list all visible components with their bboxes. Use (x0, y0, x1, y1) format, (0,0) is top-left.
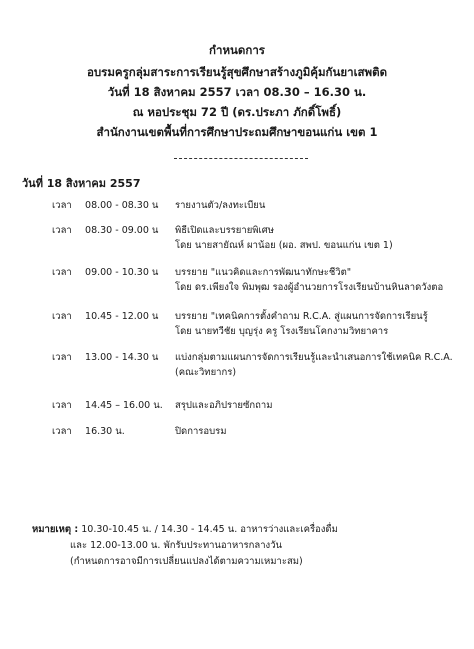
time-range: 08.30 - 09.00 น (85, 225, 159, 236)
time-label: เวลา (52, 200, 72, 211)
schedule-time (52, 223, 158, 238)
time-range: 10.45 - 12.00 น (85, 311, 159, 322)
schedule-date-heading: วันที่ 18 สิงหาคม 2557 (22, 177, 141, 190)
time-range: 14.45 – 16.00 น. (85, 400, 163, 411)
speaker-line: โดย นายสายัณห์ ผาน้อย (ผอ. สพป. ขอนแก่น เขต 1) (175, 240, 393, 251)
time-range: 13.00 - 14.30 น (85, 352, 159, 363)
time-label: เวลา (52, 225, 72, 236)
training-venue: ณ หอประชุม 72 ปี (ดร.ประภา ภักดิ์โพธิ์) (132, 105, 342, 119)
speaker-line: (คณะวิทยากร) (175, 367, 237, 378)
training-name: อบรมครูกลุ่มสาระการเรียนรู้สุขศึกษาสร้างภูมิคุ้มกันยาเสพติด (86, 65, 388, 79)
lunch-time: และ 12.00-13.00 น. พักรับประทานอาหารกลางวัน (70, 540, 283, 551)
schedule-time (52, 309, 158, 324)
time-label: เวลา (52, 426, 72, 437)
activity-line: แบ่งกลุ่มตามแผนการจัดการเรียนรู้และนำเสนอการใช้เทคนิค R.C.A. (175, 352, 453, 363)
activity-line: รายงานตัว/ลงทะเบียน (175, 200, 266, 211)
remarks-first-line (32, 524, 338, 535)
speaker-line: โดย นายทวีชัย บุญรุ่ง ครู โรงเรียนโคกงามวิทยาคาร (175, 326, 389, 337)
activity-line: สรุปและอภิปรายซักถาม (175, 400, 273, 411)
time-range: 16.30 น. (85, 426, 125, 437)
schedule-detail (175, 223, 393, 253)
speaker-line: โดย ดร.เพียงใจ พิมพุฒ รองผู้อำนวยการโรงเรียนบ้านหินลาดวังตอ (175, 282, 444, 293)
time-label: เวลา (52, 400, 72, 411)
activity-line: บรรยาย "เทคนิคการตั้งคำถาม R.C.A. สู่แผนการจัดการเรียนรู้ (175, 311, 428, 322)
document-title: กำหนดการ (209, 43, 265, 57)
schedule-detail (175, 265, 443, 295)
activity-line: ปิดการอบรม (175, 426, 227, 437)
schedule-time (52, 265, 158, 280)
time-label: เวลา (52, 267, 72, 278)
schedule-detail (175, 424, 227, 439)
schedule-time (52, 350, 158, 365)
schedule-time (52, 198, 158, 213)
activity-line: พิธีเปิดและบรรยายพิเศษ (175, 225, 275, 236)
organizing-office: สำนักงานเขตพื้นที่การศึกษาประถมศึกษาขอนแก่น เขต 1 (96, 125, 378, 139)
schedule-time (52, 424, 125, 439)
schedule-detail (175, 398, 273, 413)
schedule-change-note: (กำหนดการอาจมีการเปลี่ยนแปลงได้ตามความเหมาะสม) (70, 556, 303, 567)
break-times: 10.30-10.45 น. / 14.30 - 14.45 น. อาหารว่างและเครื่องดื่ม (81, 524, 338, 535)
time-label: เวลา (52, 352, 72, 363)
remarks-label: หมายเหตุ : (32, 524, 79, 535)
time-range: 09.00 - 10.30 น (85, 267, 159, 278)
time-label: เวลา (52, 311, 72, 322)
remarks (32, 522, 338, 570)
schedule-time (52, 398, 163, 413)
time-range: 08.00 - 08.30 น (85, 200, 159, 211)
schedule-detail (175, 198, 265, 213)
activity-line: บรรยาย "แนวคิดและการพัฒนาทักษะชีวิต" (175, 267, 352, 278)
schedule-detail (175, 309, 428, 339)
training-date-time: วันที่ 18 สิงหาคม 2557 เวลา 08.30 – 16.30 น. (107, 85, 367, 99)
schedule-detail (175, 350, 453, 380)
